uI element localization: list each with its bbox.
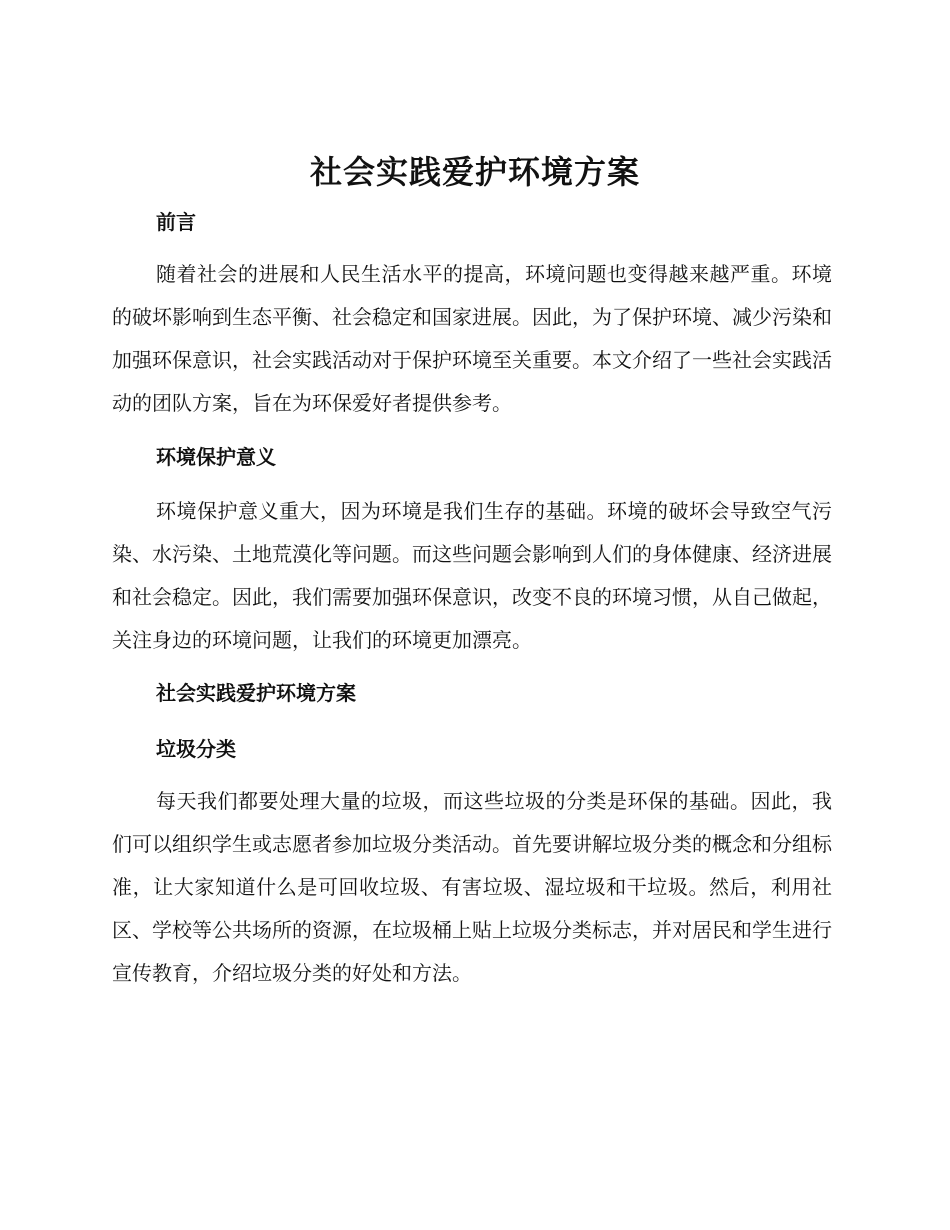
section-paragraph-garbage-sorting: 每天我们都要处理大量的垃圾，而这些垃圾的分类是环保的基础。因此，我们可以组织学生或志愿者参加垃圾分类活动。首先要讲解垃圾分类的概念和分组标准，让大家知道什么是可回收垃圾、有害垃圾、湿垃圾和干垃圾。然后，利用社区、学校等公共场所的资源，在垃圾桶上贴上垃圾分类标志，并对居民和学生进行宣传教育，介绍垃圾分类的好处和方法。 (112, 789, 832, 985)
section-heading-preface: 前言 (156, 210, 196, 234)
section-heading-significance: 环境保护意义 (156, 445, 276, 469)
section-paragraph-preface: 随着社会的进展和人民生活水平的提高，环境问题也变得越来越严重。环境的破坏影响到生态平衡、社会稳定和国家进展。因此，为了保护环境、减少污染和加强环保意识，社会实践活动对于保护环境至关重要。本文介绍了一些社会实践活动的团队方案，旨在为环保爱好者提供参考。 (112, 262, 832, 415)
document-title: 社会实践爱护环境方案 (309, 153, 640, 191)
section-paragraph-significance: 环境保护意义重大，因为环境是我们生存的基础。环境的破坏会导致空气污染、水污染、土地荒漠化等问题。而这些问题会影响到人们的身体健康、经济进展和社会稳定。因此，我们需要加强环保意识，改变不良的环境习惯，从自己做起，关注身边的环境问题，让我们的环境更加漂亮。 (112, 499, 832, 652)
section-heading-plan: 社会实践爱护环境方案 (156, 681, 356, 705)
section-heading-garbage-sorting: 垃圾分类 (156, 737, 236, 761)
